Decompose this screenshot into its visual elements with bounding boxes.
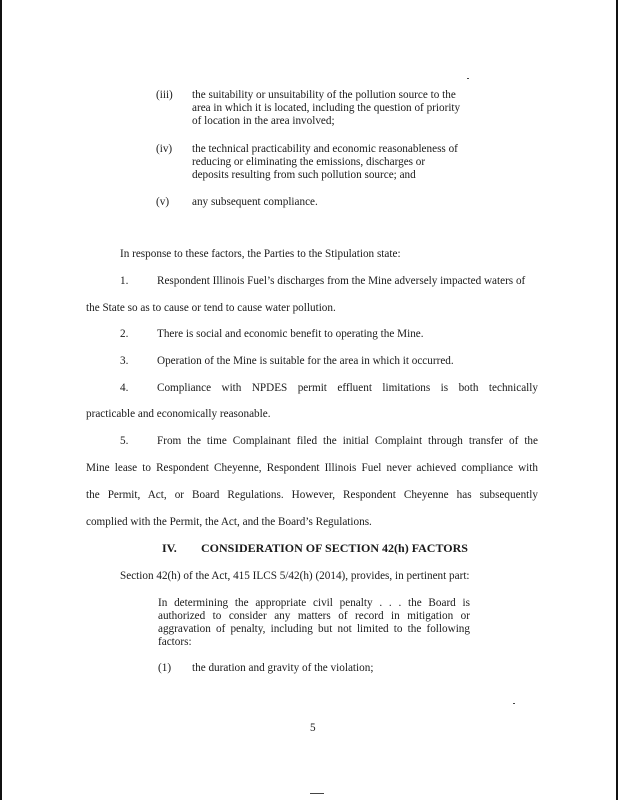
- intro-paragraph: In response to these factors, the Parties to the Stipulation state:: [120, 248, 401, 260]
- item-text: Mine lease to Respondent Cheyenne, Respondent Illinois Fuel never achieved compliance with: [86, 462, 538, 474]
- quote-item-number: (1): [158, 662, 172, 674]
- item-text: the State so as to cause or tend to cause water pollution.: [86, 302, 336, 314]
- factor-line: of location in the area involved;: [192, 115, 335, 127]
- factor-line: the suitability or unsuitability of the pollution source to the: [192, 89, 456, 101]
- factor-line: the technical practicability and economic reasonableness of: [192, 143, 458, 155]
- item-text: There is social and economic benefit to operating the Mine.: [157, 328, 424, 340]
- factor-number: (iii): [156, 89, 173, 101]
- item-text: Operation of the Mine is suitable for the area in which it occurred.: [157, 355, 454, 367]
- item-text: Compliance with NPDES permit effluent limitations is both technically: [157, 382, 538, 394]
- scan-speck: [310, 793, 324, 794]
- factor-number: (v): [156, 196, 170, 208]
- section-number: IV.: [162, 541, 177, 555]
- scan-speck: [467, 78, 469, 79]
- factor-line: reducing or eliminating the emissions, discharges or: [192, 156, 426, 168]
- page-number: 5: [310, 722, 316, 734]
- quote-line: In determining the appropriate civil penalty . . . the Board is: [158, 597, 470, 609]
- quote-line: authorized to consider any matters of record in mitigation or: [158, 610, 470, 622]
- quote-item-text: the duration and gravity of the violation;: [192, 662, 374, 674]
- item-text: Respondent Illinois Fuel’s discharges from the Mine adversely impacted waters of: [157, 275, 526, 287]
- section-intro: Section 42(h) of the Act, 415 ILCS 5/42(h) (2014), provides, in pertinent part:: [120, 570, 470, 582]
- section-heading: CONSIDERATION OF SECTION 42(h) FACTORS: [201, 541, 468, 555]
- quote-line: aggravation of penalty, including but not limited to the following: [158, 623, 470, 635]
- item-text: From the time Complainant filed the initial Complaint through transfer of the: [157, 435, 538, 447]
- item-text: complied with the Permit, the Act, and the Board’s Regulations.: [86, 516, 372, 528]
- item-text: practicable and economically reasonable.: [86, 408, 271, 420]
- item-number: 5.: [120, 435, 129, 447]
- factor-line: any subsequent compliance.: [192, 196, 318, 208]
- factor-number: (iv): [156, 143, 173, 155]
- item-number: 3.: [120, 355, 129, 367]
- item-number: 1.: [120, 275, 129, 287]
- quote-line: factors:: [158, 636, 192, 648]
- factor-line: area in which it is located, including the question of priority: [192, 102, 461, 114]
- scan-edge-left: [0, 0, 2, 800]
- item-text: the Permit, Act, or Board Regulations. However, Respondent Cheyenne has subsequently: [86, 489, 538, 501]
- factor-line: deposits resulting from such pollution source; and: [192, 169, 416, 181]
- scan-speck: [513, 703, 515, 704]
- item-number: 2.: [120, 328, 129, 340]
- item-number: 4.: [120, 382, 129, 394]
